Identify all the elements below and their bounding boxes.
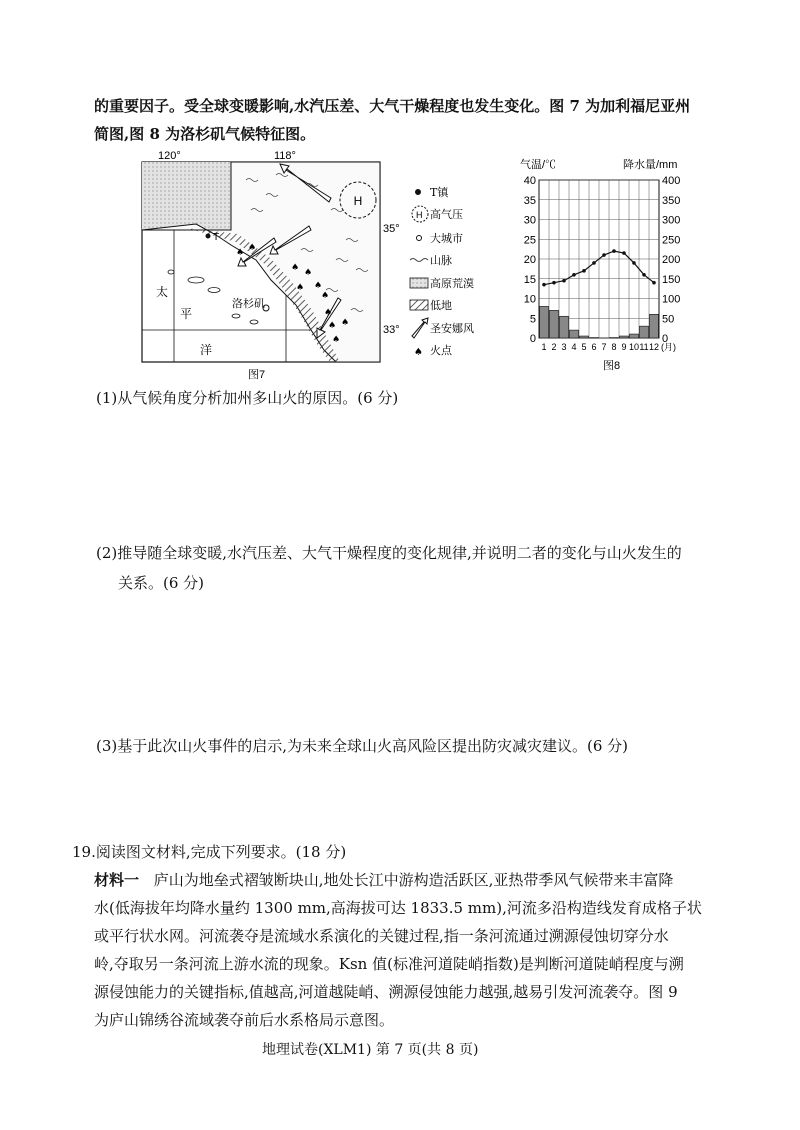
left-axis-label: 气温/℃ xyxy=(520,159,557,171)
material-label: 材料一 xyxy=(94,871,140,889)
month-unit-label: (月) xyxy=(661,342,676,352)
california-map xyxy=(136,150,506,385)
temperature-point xyxy=(562,279,566,283)
month-tick-label: 1 xyxy=(541,342,547,352)
la-climate-chart xyxy=(515,158,695,373)
temperature-point xyxy=(552,281,556,285)
q19-title: 19.阅读图文材料,完成下列要求。(18 分) xyxy=(72,843,347,861)
svg-text:♠: ♠ xyxy=(236,248,245,258)
temperature-point xyxy=(602,253,606,257)
lowland-icon xyxy=(410,300,428,310)
precipitation-bar xyxy=(650,314,659,338)
month-tick-label: 12 xyxy=(648,342,660,352)
figure-8-caption: 图8 xyxy=(603,360,621,372)
precipitation-bar xyxy=(640,326,649,338)
left-tick-label: 25 xyxy=(523,234,536,247)
temperature-point xyxy=(622,251,626,255)
dot-icon xyxy=(415,189,421,195)
lat-33-label: 33° xyxy=(383,324,400,336)
legend-label-town: T镇 xyxy=(430,186,449,199)
svg-text:♠: ♠ xyxy=(248,243,257,253)
ocean-label-1: 太 xyxy=(156,285,169,299)
precipitation-bar xyxy=(560,316,569,338)
wind-arrow-icon xyxy=(412,318,428,338)
high-pressure-label: H xyxy=(353,194,363,208)
month-tick-label: 7 xyxy=(601,342,607,352)
intro-line-2: 简图,图 8 为洛杉矶气候特征图。 xyxy=(94,125,316,143)
svg-text:♠: ♠ xyxy=(314,281,323,291)
svg-text:♠: ♠ xyxy=(324,308,333,318)
svg-text:H: H xyxy=(416,210,423,220)
precipitation-bar xyxy=(630,334,639,338)
svg-text:♠: ♠ xyxy=(321,291,330,301)
month-tick-label: 8 xyxy=(611,342,617,352)
page-footer: 地理试卷(XLM1) 第 7 页(共 8 页) xyxy=(262,1042,479,1058)
legend-label-wind: 圣安娜风 xyxy=(430,322,474,335)
question-2-line-2: 关系。(6 分) xyxy=(118,574,205,592)
temperature-point xyxy=(592,261,596,265)
svg-text:♠: ♠ xyxy=(304,268,313,278)
left-tick-label: 10 xyxy=(523,293,536,306)
fire-icon: ♠ xyxy=(414,347,423,358)
intro-line-1: 的重要因子。受全球变暖影响,水汽压差、大气干燥程度也发生变化。图 7 为加利福尼亚州 xyxy=(94,97,691,115)
svg-text:♠: ♠ xyxy=(341,318,350,328)
legend-label-lowland: 低地 xyxy=(430,299,452,312)
temperature-point xyxy=(582,269,586,273)
town-t-label: T xyxy=(213,232,220,243)
lat-35-label: 35° xyxy=(383,223,400,235)
la-city-label: 洛杉矶 xyxy=(232,297,265,310)
right-tick-label: 400 xyxy=(662,175,681,187)
precipitation-bar xyxy=(550,310,559,338)
month-tick-label: 11 xyxy=(639,342,649,352)
temperature-point xyxy=(632,261,636,265)
right-tick-label: 250 xyxy=(662,234,681,247)
right-tick-label: 0 xyxy=(662,333,669,345)
right-tick-label: 350 xyxy=(662,194,681,207)
month-tick-label: 5 xyxy=(581,342,587,352)
precipitation-bar xyxy=(580,336,589,338)
left-tick-label: 30 xyxy=(523,214,536,227)
left-tick-label: 20 xyxy=(523,254,536,266)
temperature-point xyxy=(612,249,616,253)
temperature-point xyxy=(642,273,646,277)
figure-7-caption: 图7 xyxy=(248,369,266,381)
svg-text:♠: ♠ xyxy=(291,263,300,273)
left-tick-label: 40 xyxy=(523,175,536,187)
legend-label-city: 大城市 xyxy=(430,232,463,245)
month-tick-label: 6 xyxy=(591,342,597,352)
town-t-dot xyxy=(206,234,211,239)
right-tick-label: 100 xyxy=(662,293,681,306)
legend-label-high: 高气压 xyxy=(430,208,463,221)
month-tick-label: 2 xyxy=(551,342,557,352)
legend-label-plateau: 高原荒漠 xyxy=(430,277,474,290)
question-3: (3)基于此次山火事件的启示,为未来全球山火高风险区提出防灾减灾建议。(6 分) xyxy=(96,737,629,755)
right-axis-label: 降水量/mm xyxy=(623,159,678,171)
circle-icon xyxy=(417,236,422,241)
left-tick-label: 5 xyxy=(529,313,536,326)
temperature-point xyxy=(572,273,576,277)
ocean-label-2: 平 xyxy=(180,307,193,321)
right-tick-label: 50 xyxy=(662,313,675,326)
left-tick-label: 35 xyxy=(523,194,536,207)
month-tick-label: 10 xyxy=(628,342,640,352)
lon-118-label: 118° xyxy=(274,150,296,162)
month-tick-label: 3 xyxy=(561,342,567,352)
q19-line-6: 为庐山锦绣谷流域袭夺前后水系格局示意图。 xyxy=(94,1011,395,1029)
right-tick-label: 150 xyxy=(662,273,681,286)
month-tick-label: 9 xyxy=(621,342,627,352)
left-tick-label: 0 xyxy=(529,333,536,345)
svg-text:♠: ♠ xyxy=(296,283,305,293)
q19-line-2: 水(低海拔年均降水量约 1300 mm,高海拔可达 1833.5 mm),河流多沿构造线发育成格子状 xyxy=(94,899,702,917)
map-legend xyxy=(410,185,474,358)
q19-line-5: 源侵蚀能力的关键指标,值越高,河道越陡峭、溯源侵蚀能力越强,越易引发河流袭夺。图 9 xyxy=(94,983,678,1001)
mountain-icon xyxy=(410,259,428,262)
right-tick-label: 300 xyxy=(662,214,681,227)
month-tick-label: 4 xyxy=(571,342,577,352)
ocean-label-3: 洋 xyxy=(200,343,213,357)
q19-line-1: 庐山为地垒式褶皱断块山,地处长江中游构造活跃区,亚热带季风气候带来丰富降 xyxy=(153,871,674,889)
precipitation-bar xyxy=(540,306,549,338)
temperature-point xyxy=(542,283,546,287)
lon-120-label: 120° xyxy=(158,150,181,162)
precipitation-bar xyxy=(570,330,579,338)
temperature-point xyxy=(652,281,656,285)
q19-line-4: 岭,夺取另一条河流上游水流的现象。Ksn 值(标准河道陡峭指数)是判断河道陡峭程度与溯 xyxy=(94,955,684,973)
precipitation-bar xyxy=(620,336,629,338)
question-1: (1)从气候角度分析加州多山火的原因。(6 分) xyxy=(96,389,399,407)
svg-text:♠: ♠ xyxy=(328,321,337,331)
legend-label-mountain: 山脉 xyxy=(430,254,452,267)
left-tick-label: 15 xyxy=(523,273,536,286)
q19-line-3: 或平行状水网。河流袭夺是流域水系演化的关键过程,指一条河流通过溯源侵蚀切穿分水 xyxy=(94,927,669,945)
right-tick-label: 200 xyxy=(662,254,681,266)
legend-label-fire: 火点 xyxy=(430,344,452,357)
plateau-icon xyxy=(410,278,428,288)
question-2-line-1: (2)推导随全球变暖,水汽压差、大气干燥程度的变化规律,并说明二者的变化与山火发生的 xyxy=(96,544,682,562)
plateau-desert-area xyxy=(142,162,231,230)
svg-text:♠: ♠ xyxy=(332,335,341,345)
